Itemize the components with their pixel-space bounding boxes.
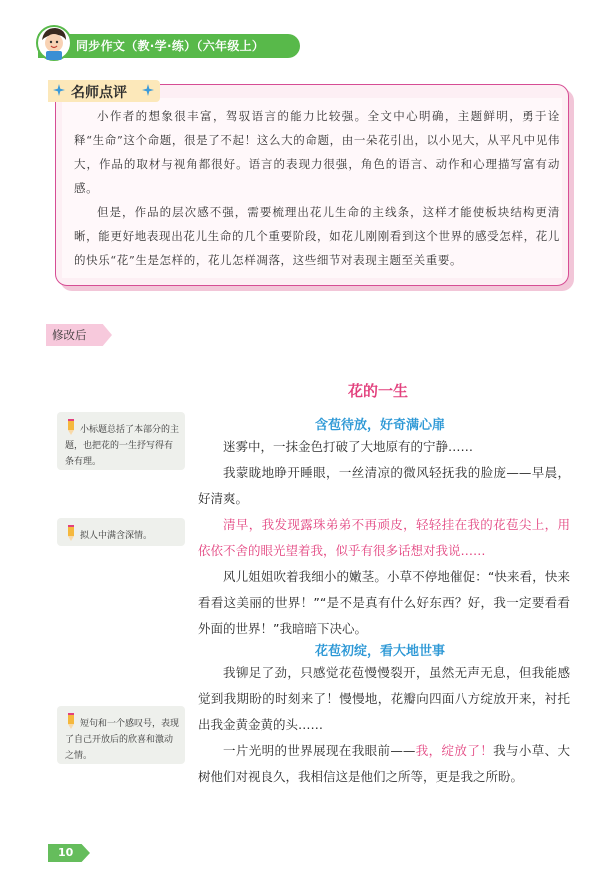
essay-subtitle: 含苞待放，好奇满心扉 — [315, 418, 446, 433]
essay-paragraph: 迷雾中，一抹金色打破了大地原有的宁静…… — [223, 439, 474, 454]
revised-label: 修改后 — [52, 328, 87, 342]
side-note-text: 小标题总括了本部分的主题，也把花的一生抒写得有条有理。 — [65, 425, 180, 467]
pencil-icon — [65, 419, 77, 435]
side-note — [57, 706, 185, 764]
essay-paragraph-highlight: 清早，我发现露珠弟弟不再顽皮，轻轻挂在我的花苞尖上，用依依不舍的眼光望着我，似乎有很多话想对我说…… — [198, 517, 570, 558]
essay-paragraph — [198, 738, 570, 790]
essay-title: 花的一生 — [348, 382, 409, 400]
essay-paragraph: 我铆足了劲，只感觉花苞慢慢裂开，虽然无声无息，但我能感觉到我期盼的时刻来了！慢慢地，花瓣向四面八方绽放开来，衬托出我金黄金黄的头…… — [198, 665, 570, 732]
essay-exclamation: 我，绽放了！ — [415, 743, 494, 758]
side-note-text: 拟人中满含深情。 — [80, 531, 153, 541]
side-note — [57, 518, 185, 546]
book-title: 同步作文（教·学·练）（六年级上） — [76, 39, 265, 53]
review-paragraph: 小作者的想象很丰富，驾驭语言的能力比较强。全文中心明确，主题鲜明，勇于诠释“生命”这个命题，很是了不起！这么大的命题，由一朵花引出，以小见大，从平凡中见伟大，作品的取材与视角都很好。语言的表现力很强，角色的语言、动作和心理描写富有动感。 — [74, 109, 560, 195]
side-note-text: 短句和一个感叹号，表现了自己开放后的欣喜和激动之情。 — [65, 719, 180, 761]
side-note — [57, 412, 185, 470]
review-title: 名师点评 — [71, 85, 127, 101]
pencil-icon — [65, 713, 77, 729]
essay-text: 我与小草、大树他们对视良久，我相信这是他们之所等，更是我之所盼。 — [198, 743, 570, 784]
essay-paragraph: 我蒙眬地睁开睡眼，一丝清凉的微风轻抚我的脸庞——早晨，好清爽。 — [198, 465, 570, 506]
page-number: 10 — [58, 846, 74, 859]
sparkle-icon — [142, 84, 154, 96]
review-paragraph: 但是，作品的层次感不强，需要梳理出花儿生命的主线条，这样才能使板块结构更清晰，能更好地表现出花儿生命的几个重要阶段，如花儿刚刚看到这个世界的感受怎样，花儿的快乐“花”生是怎样的，花儿怎样凋落，这些细节对表现主题至关重要。 — [74, 205, 560, 267]
essay-subtitle: 花苞初绽，看大地世事 — [315, 644, 446, 659]
boy-mascot-icon — [34, 23, 74, 63]
essay-text: 一片光明的世界展现在我眼前—— — [223, 743, 416, 758]
pencil-icon — [65, 525, 77, 541]
sparkle-icon — [53, 84, 65, 96]
review-text — [74, 104, 560, 272]
essay-paragraph: 风儿姐姐吹着我细小的嫩茎。小草不停地催促：“快来看，快来看看这美丽的世界！”“是不是真有什么好东西？好，我一定要看看外面的世界！”我暗暗下决心。 — [198, 569, 570, 636]
